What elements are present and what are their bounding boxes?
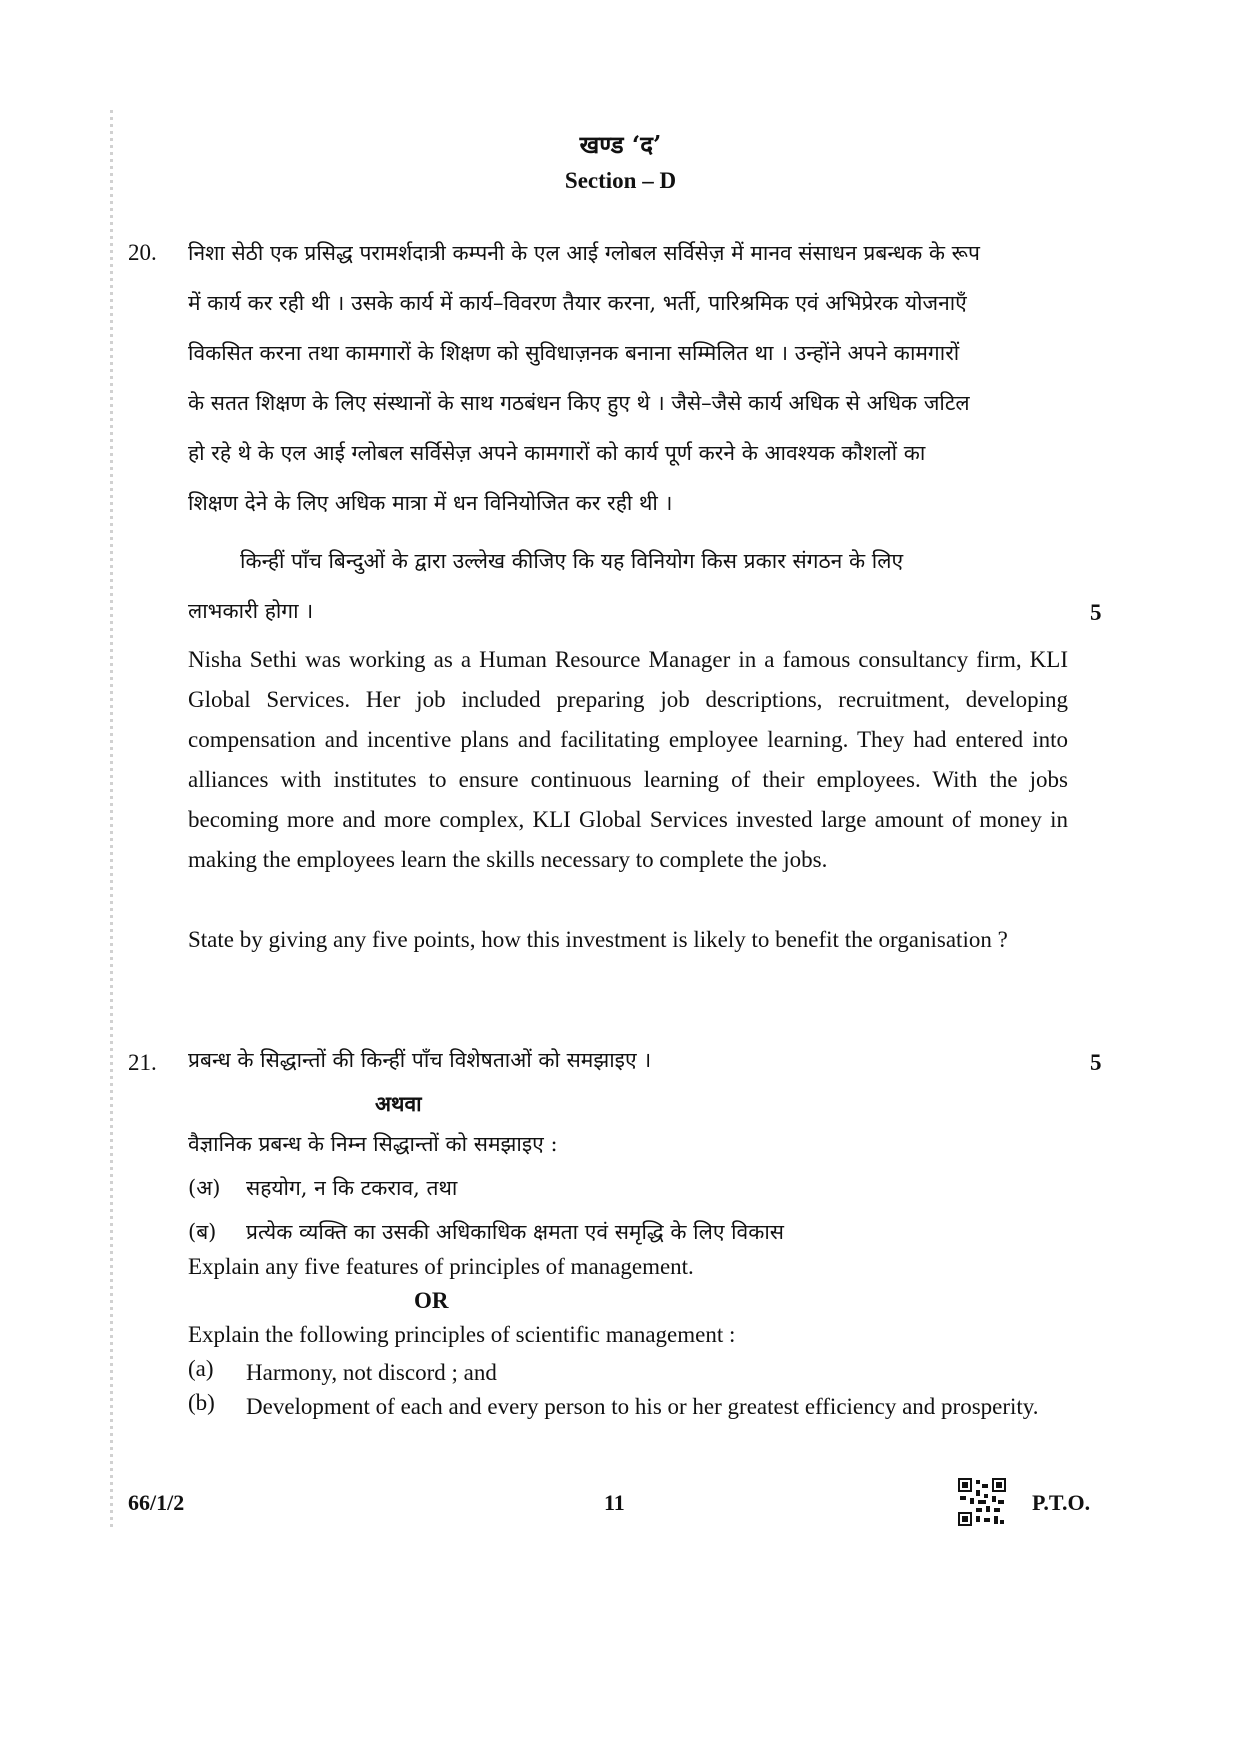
q20-english-question: State by giving any five points, how this investment is likely to benefit the organisation ? [188, 927, 1008, 952]
q21-marks: 5 [1090, 1050, 1102, 1075]
q21-english-or: OR [414, 1288, 449, 1313]
q20-hindi-line: निशा सेठी एक प्रसिद्ध परामर्शदात्री कम्पनी के एल आई ग्लोबल सर्विसेज़ में मानव संसाधन प्रबन्धक के रूप [188, 241, 980, 265]
q20-english-paragraph: Nisha Sethi was working as a Human Resource Manager in a famous consultancy firm, KLI Global Services. Her job included preparing job descriptions, recruitment, developing compensation and incentive plans and facilitating employee learning. They had entered into alliances with institutes to ensure continuous learning of their employees. With the jobs becoming more and more complex, KLI Global Services invested large amount of money in making the employees learn the skills necessary to complete the jobs. [188, 647, 1068, 872]
q21-hindi-alt: वैज्ञानिक प्रबन्ध के निम्न सिद्धान्तों को समझाइए : [188, 1132, 558, 1156]
q21-hindi-option-text: प्रत्येक व्यक्ति का उसकी अधिकाधिक क्षमता एवं समृद्धि के लिए विकास [246, 1220, 784, 1244]
q21-hindi-or: अथवा [375, 1091, 422, 1116]
q21-hindi-option-label: (ब) [188, 1220, 217, 1244]
q21-english-alt: Explain the following principles of scientific management : [188, 1322, 736, 1347]
q20-hindi-question-line1: किन्हीं पाँच बिन्दुओं के द्वारा उल्लेख कीजिए कि यह विनियोग किस प्रकार संगठन के लिए [240, 549, 904, 573]
q20-hindi-line: के सतत शिक्षण के लिए संस्थानों के साथ गठबंधन किए हुए थे । जैसे–जैसे कार्य अधिक से अधिक जटिल [188, 391, 970, 415]
q21-english-option-text: Development of each and every person to his or her greatest efficiency and prosperity. [246, 1394, 1039, 1419]
q20-hindi-line: विकसित करना तथा कामगारों के शिक्षण को सुविधाज़नक बनाना सम्मिलित था । उन्होंने अपने कामगारों [188, 341, 960, 365]
q20-hindi-line: शिक्षण देने के लिए अधिक मात्रा में धन विनियोजित कर रही थी । [188, 491, 673, 515]
q21-english-main: Explain any five features of principles of management. [188, 1254, 694, 1279]
section-title-english: Section – D [564, 168, 677, 193]
q21-hindi-option-label: (अ) [188, 1176, 221, 1200]
pto-label: P.T.O. [1032, 1490, 1091, 1515]
question-number-21: 21. [128, 1050, 157, 1075]
qr-code-icon [958, 1478, 1006, 1526]
q20-marks: 5 [1090, 600, 1102, 625]
q21-hindi-main: प्रबन्ध के सिद्धान्तों की किन्हीं पाँच विशेषताओं को समझाइए । [188, 1048, 652, 1072]
q21-english-option-text: Harmony, not discord ; and [246, 1360, 497, 1385]
paper-code: 66/1/2 [128, 1490, 185, 1515]
margin-security-strip [110, 110, 113, 1530]
q21-hindi-option-text: सहयोग, न कि टकराव, तथा [246, 1176, 458, 1200]
q20-hindi-line: हो रहे थे के एल आई ग्लोबल सर्विसेज़ अपने कामगारों को कार्य पूर्ण करने के आवश्यक कौशलों का [188, 441, 926, 465]
q21-english-option-label: (b) [188, 1390, 215, 1415]
q21-english-option-label: (a) [188, 1356, 214, 1381]
q20-hindi-paragraph [188, 228, 1068, 528]
q20-hindi-line: में कार्य कर रही थी । उसके कार्य में कार्य–विवरण तैयार करना, भर्ती, पारिश्रमिक एवं अभिप्रेरक योजनाएँ [188, 291, 967, 315]
page-number: 11 [604, 1490, 625, 1515]
q20-hindi-question-line2: लाभकारी होगा । [188, 599, 314, 623]
section-title-hindi: खण्ड ‘द’ [579, 130, 662, 159]
question-number-20: 20. [128, 240, 157, 265]
